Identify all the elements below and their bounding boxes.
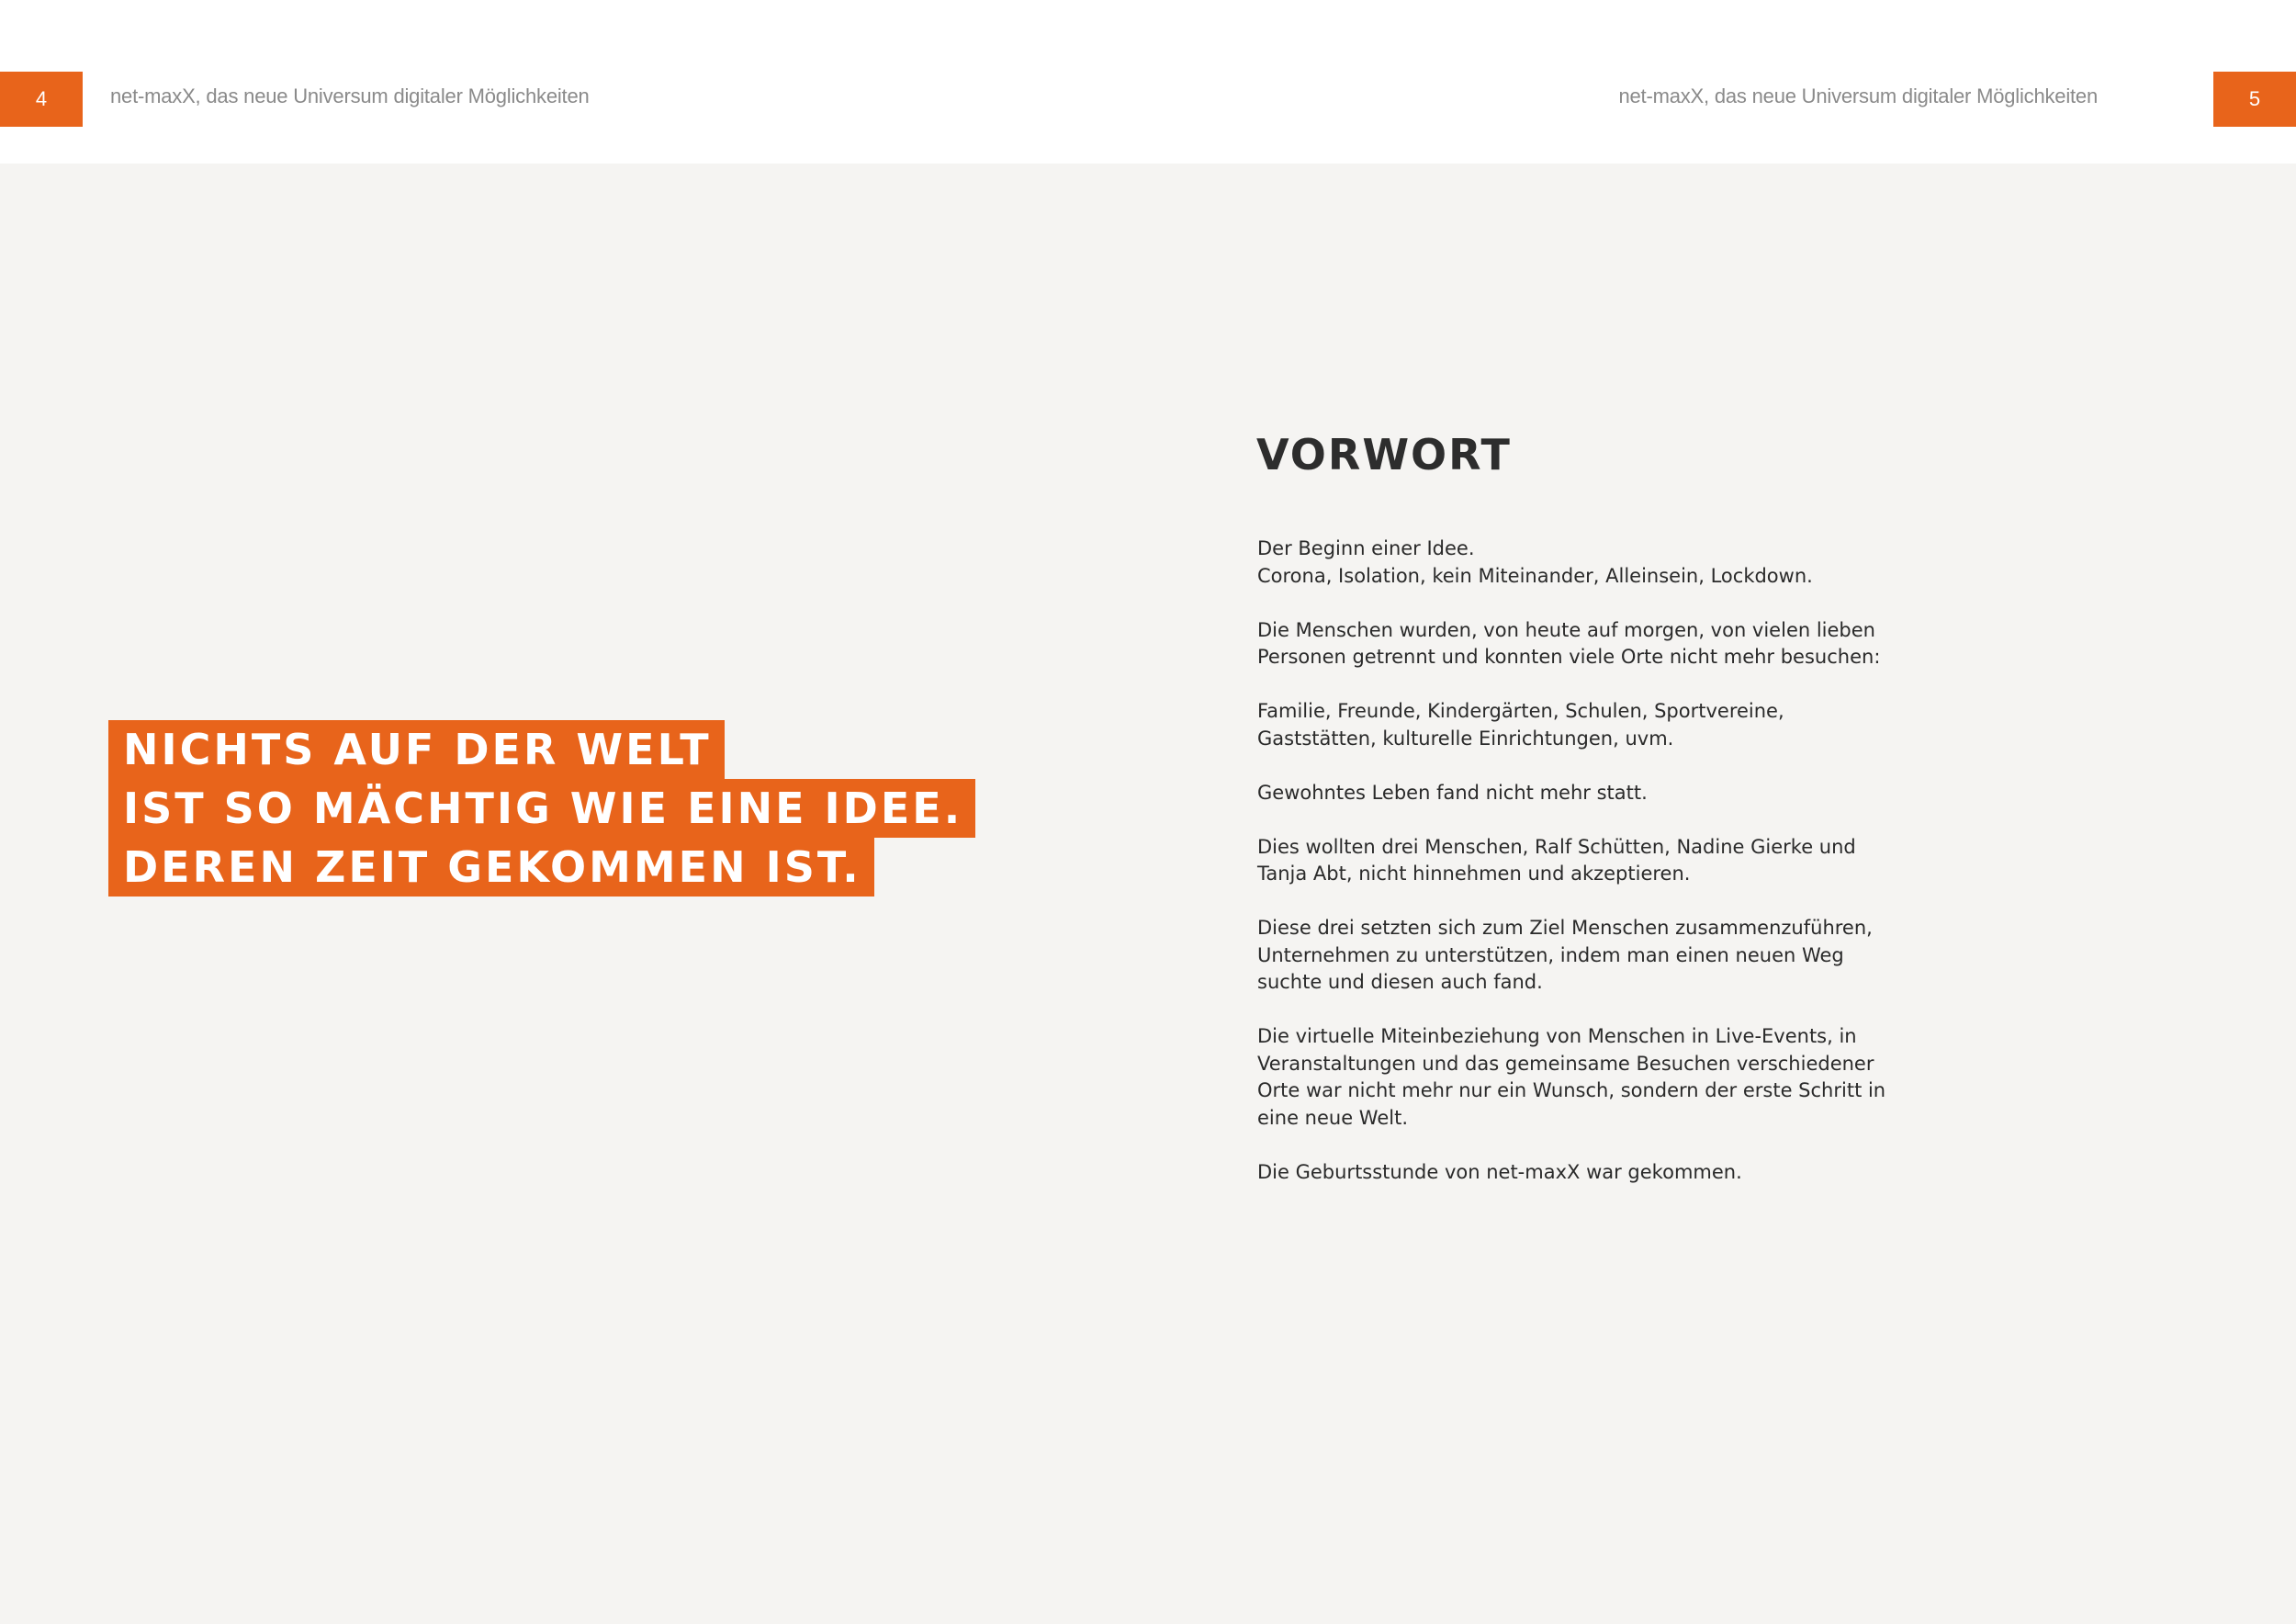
text-line: Der Beginn einer Idee. [1257,537,1475,559]
text-line: Die Menschen wurden, von heute auf morgen, von vielen lieben [1257,618,1875,641]
quote-block [108,720,1119,897]
foreword-heading: VORWORT [1256,430,1512,479]
text-line: Diese drei setzten sich zum Ziel Menschen zusammenzuführen, [1257,917,1873,939]
text-line: eine neue Welt. [1257,1106,1408,1129]
paragraph [1257,617,1900,671]
right-running-title: net-maxX, das neue Universum digitaler Möglichkeiten [1618,85,2098,107]
text-line: Corona, Isolation, kein Miteinander, Alleinsein, Lockdown. [1257,564,1813,587]
text-line: Gewohntes Leben fand nicht mehr statt. [1257,781,1648,804]
paragraph [1257,915,1900,997]
text-line: Die virtuelle Miteinbeziehung von Menschen in Live-Events, in [1257,1025,1857,1047]
text-line: Gaststätten, kulturelle Einrichtungen, uvm. [1257,727,1674,750]
text-line: suchte und diesen auch fand. [1257,971,1543,993]
paragraph [1257,834,1900,888]
text-line: Tanja Abt, nicht hinnehmen und akzeptieren. [1257,863,1691,885]
text-line: Unternehmen zu unterstützen, indem man einen neuen Weg [1257,943,1844,966]
text-line: Dies wollten drei Menschen, Ralf Schütten, Nadine Gierke und [1257,835,1856,858]
paragraph [1257,1023,1900,1132]
text-line: Orte war nicht mehr nur ein Wunsch, sondern der erste Schritt in [1257,1079,1886,1101]
quote-line: IST SO MÄCHTIG WIE EINE IDEE. [108,779,975,838]
paragraph [1257,698,1900,752]
quote-line: DEREN ZEIT GEKOMMEN IST. [108,838,874,897]
page-header [0,0,2296,164]
paragraph [1257,780,1900,807]
text-line: Veranstaltungen und das gemeinsame Besuchen verschiedener [1257,1052,1874,1075]
paragraph [1257,536,1900,590]
quote-line: NICHTS AUF DER WELT [108,720,725,779]
paragraph [1257,1159,1900,1187]
foreword-body [1257,536,1900,1213]
text-line: Familie, Freunde, Kindergärten, Schulen, Sportvereine, [1257,700,1784,722]
text-line: Die Geburtsstunde von net-maxX war gekommen. [1257,1160,1742,1183]
left-running-title: net-maxX, das neue Universum digitaler Möglichkeiten [110,85,590,107]
text-line: Personen getrennt und konnten viele Orte nicht mehr besuchen: [1257,646,1881,668]
right-page-number: 5 [2213,72,2296,127]
left-page-number: 4 [0,72,83,127]
